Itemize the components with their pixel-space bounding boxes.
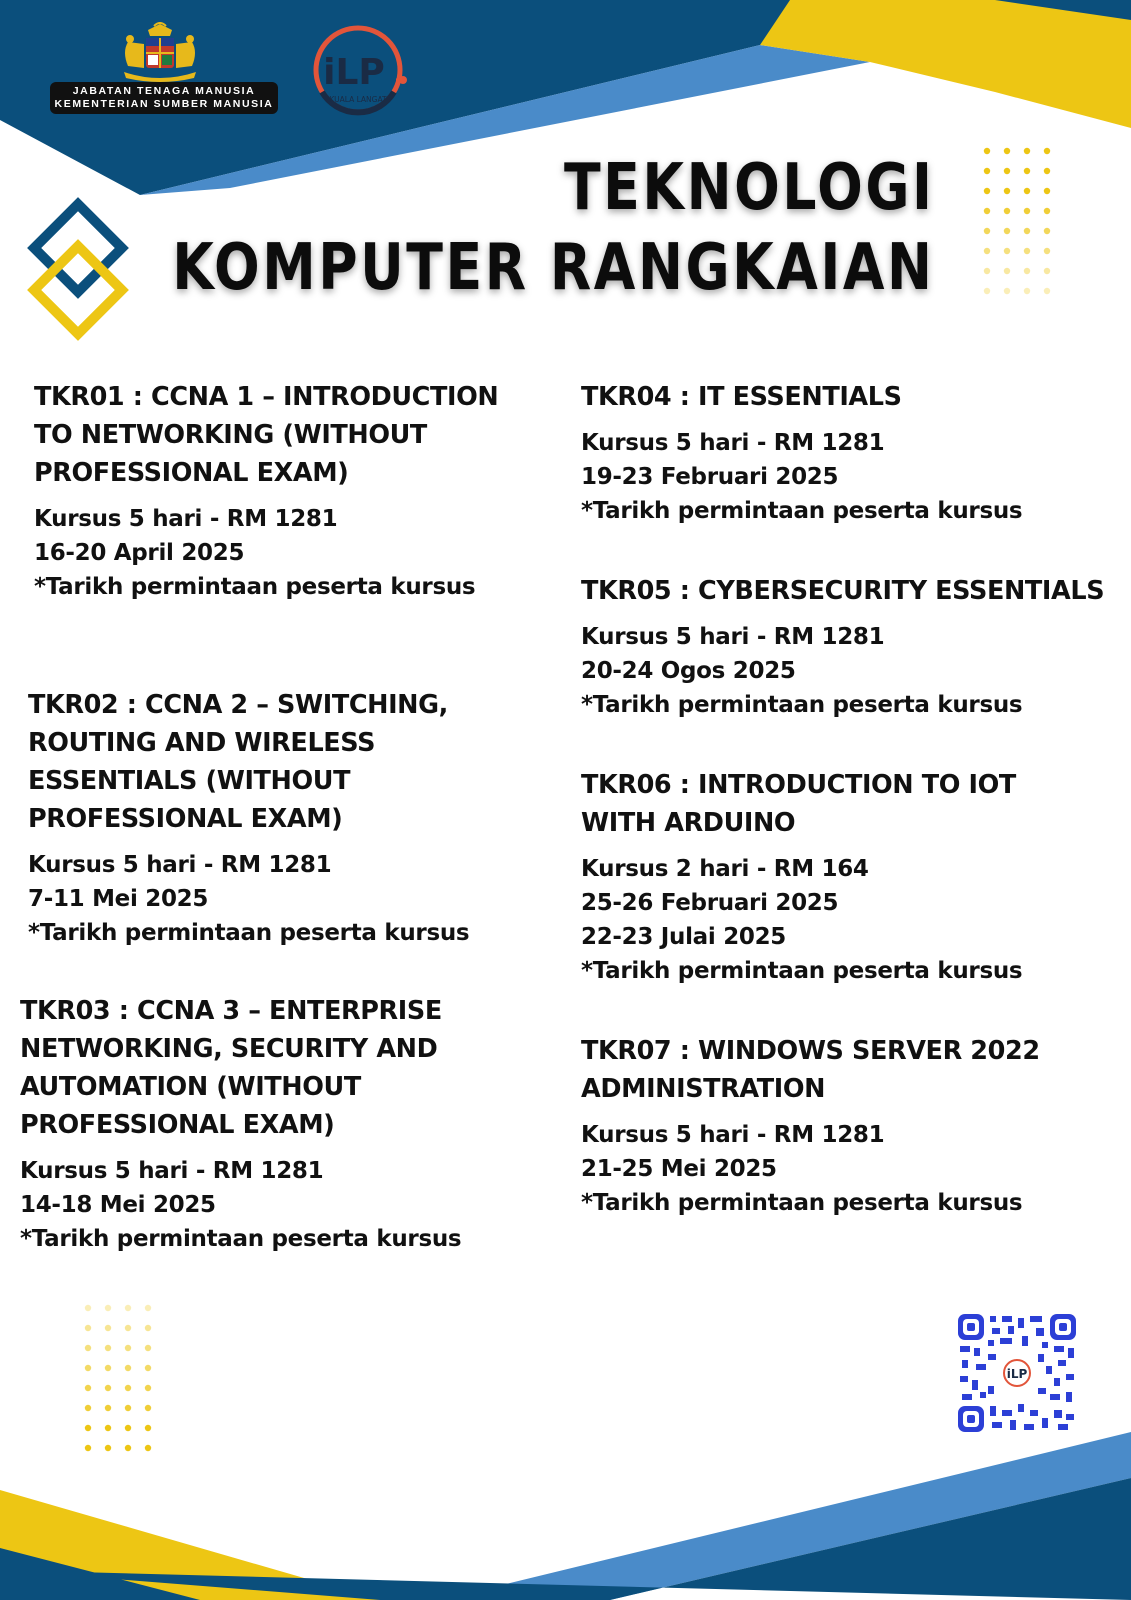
course-duration-price: Kursus 2 hari - RM 164: [581, 856, 869, 882]
ilp-logo-text: iLP: [323, 52, 385, 93]
org-line-1: JABATAN TENAGA MANUSIA: [72, 85, 256, 97]
course-title: TKR04 : IT ESSENTIALS: [581, 382, 902, 412]
course-title: TKR05 : CYBERSECURITY ESSENTIALS: [581, 576, 1105, 606]
course-tkr06: [581, 766, 1091, 988]
course-note: *Tarikh permintaan peserta kursus: [581, 498, 1023, 524]
course-tkr02: [28, 686, 538, 950]
qr-code-icon[interactable]: [958, 1314, 1076, 1432]
course-title: TKR03 : CCNA 3 – ENTERPRISE NETWORKING, SECURITY AND AUTOMATION (WITHOUT PROFESSIONAL EXAM): [20, 996, 442, 1140]
course-date: 19-23 Februari 2025: [581, 464, 839, 490]
course-note: *Tarikh permintaan peserta kursus: [20, 1226, 462, 1252]
course-duration-price: Kursus 5 hari - RM 1281: [34, 506, 338, 532]
course-tkr04: [581, 378, 1101, 528]
page-title: [27, 148, 935, 308]
course-duration-price: Kursus 5 hari - RM 1281: [581, 1122, 885, 1148]
org-line-2: KEMENTERIAN SUMBER MANUSIA: [54, 98, 274, 110]
course-date: 7-11 Mei 2025: [28, 886, 209, 912]
course-date: 21-25 Mei 2025: [581, 1156, 777, 1182]
course-date: 16-20 April 2025: [34, 540, 245, 566]
course-note: *Tarikh permintaan peserta kursus: [581, 692, 1023, 718]
course-tkr03: [20, 992, 460, 1256]
course-tkr07: [581, 1032, 1051, 1220]
course-title: TKR02 : CCNA 2 – SWITCHING, ROUTING AND WIRELESS ESSENTIALS (WITHOUT PROFESSIONAL EXAM): [28, 690, 448, 834]
course-note: *Tarikh permintaan peserta kursus: [28, 920, 470, 946]
course-note: *Tarikh permintaan peserta kursus: [34, 574, 476, 600]
course-tkr05: [581, 572, 1111, 722]
course-tkr01: [34, 378, 534, 604]
course-date: 25-26 Februari 2025: [581, 890, 839, 916]
course-date: 22-23 Julai 2025: [581, 924, 787, 950]
course-date: 20-24 Ogos 2025: [581, 658, 796, 684]
course-title: TKR01 : CCNA 1 – INTRODUCTION TO NETWORKING (WITHOUT PROFESSIONAL EXAM): [34, 382, 499, 488]
course-title: TKR06 : INTRODUCTION TO IOT WITH ARDUINO: [581, 770, 1016, 838]
title-line-1: TEKNOLOGI: [564, 151, 935, 225]
course-title: TKR07 : WINDOWS SERVER 2022 ADMINISTRATION: [581, 1036, 1040, 1104]
dot-grid-top-right: [984, 148, 1050, 294]
ilp-kuala-langat-logo: [306, 22, 416, 120]
course-note: *Tarikh permintaan peserta kursus: [581, 958, 1023, 984]
course-note: *Tarikh permintaan peserta kursus: [581, 1190, 1023, 1216]
jata-negara-crest-icon: [118, 22, 202, 84]
course-duration-price: Kursus 5 hari - RM 1281: [581, 430, 885, 456]
course-duration-price: Kursus 5 hari - RM 1281: [20, 1158, 324, 1184]
qr-center-logo-text: iLP: [1006, 1367, 1028, 1381]
course-duration-price: Kursus 5 hari - RM 1281: [28, 852, 332, 878]
course-date: 14-18 Mei 2025: [20, 1192, 216, 1218]
ilp-logo-subtext: KUALA LANGAT: [329, 95, 387, 104]
jtm-org-label: [50, 82, 278, 114]
title-line-2: KOMPUTER RANGKAIAN: [172, 231, 935, 305]
dot-grid-bottom-left: [85, 1305, 151, 1451]
course-duration-price: Kursus 5 hari - RM 1281: [581, 624, 885, 650]
